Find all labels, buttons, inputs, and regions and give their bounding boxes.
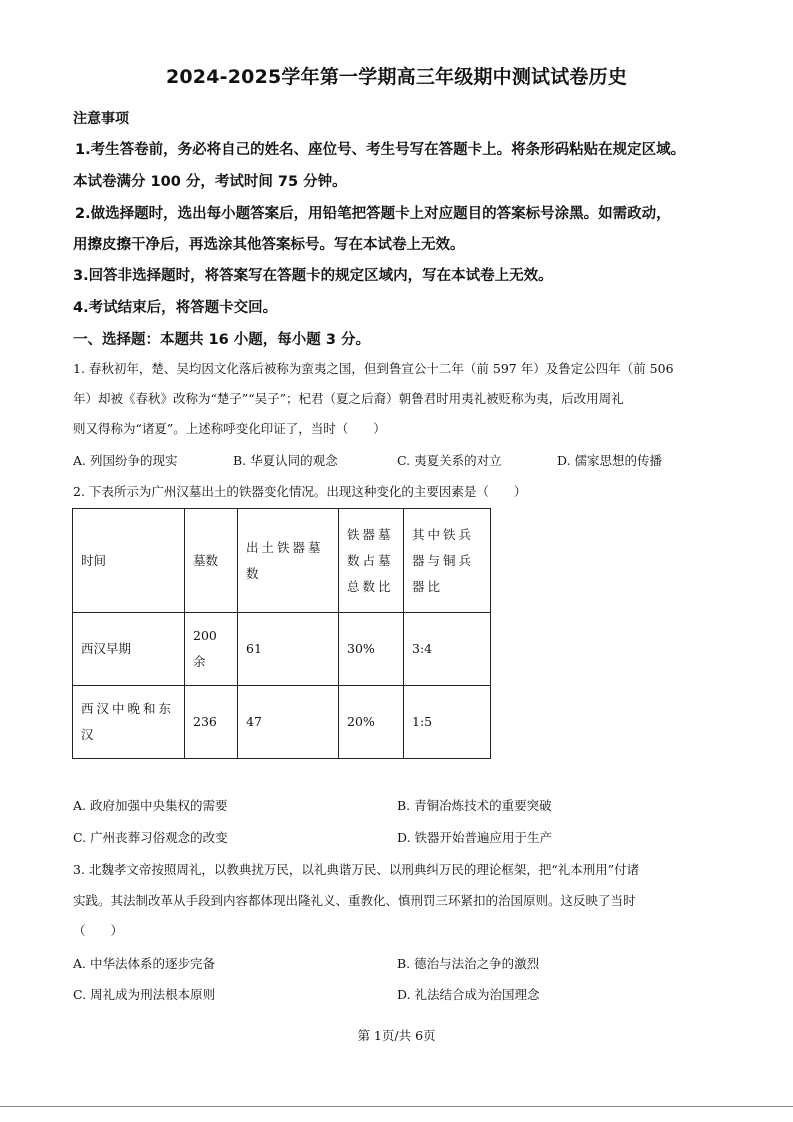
q2-stem: 2. 下表所示为广州汉墓出土的铁器变化情况。出现这种变化的主要因素是（ ） [73, 484, 527, 499]
q3-option-d[interactable]: D. 礼法结合成为治国理念 [397, 987, 540, 1002]
q3-stem-line: 实践。其法制改革从手段到内容都体现出隆礼义、重教化、慎刑罚三环紧扣的治国原则。这反映了当时 [73, 893, 636, 908]
table-header-row [73, 509, 491, 613]
notice-line: 用擦皮擦干净后，再选涂其他答案标号。写在本试卷上无效。 [73, 237, 465, 253]
notice-line: 3.回答非选择题时，将答案写在答题卡的规定区域内，写在本试卷上无效。 [73, 268, 553, 284]
header-cell-weapon-ratio: 其中铁兵 器与铜兵 器比 [404, 509, 491, 613]
q1-stem-line: 1. 春秋初年，楚、吴均因文化落后被称为蛮夷之国，但到鲁宣公十二年（前 597 年）及鲁定公四年（前 506 [73, 361, 674, 376]
q3-stem-line: 3. 北魏孝文帝按照周礼，以教典扰万民，以礼典谐万民、以刑典纠万民的理论框架，把“礼本刑用”付诸 [73, 862, 640, 877]
table-cell: 西汉早期 [73, 613, 185, 686]
bottom-divider [0, 1106, 793, 1107]
iron-ware-table [72, 508, 491, 759]
q1-option-a[interactable]: A. 列国纷争的现实 [73, 453, 178, 468]
table-cell: 20% [339, 686, 404, 759]
q1-option-b[interactable]: B. 华夏认同的观念 [233, 453, 338, 468]
table-cell: 47 [238, 686, 339, 759]
header-cell-iron-ratio: 铁器墓 数占墓 总数比 [339, 509, 404, 613]
table-row [73, 686, 491, 759]
q3-option-c[interactable]: C. 周礼成为刑法根本原则 [73, 987, 216, 1002]
header-cell-time: 时间 [73, 509, 185, 613]
table-cell: 200 余 [185, 613, 238, 686]
table-cell: 1:5 [404, 686, 491, 759]
table-cell: 236 [185, 686, 238, 759]
page-footer: 第 1页/共 6页 [357, 1028, 436, 1043]
header-cell-tomb-count: 墓数 [185, 509, 238, 613]
table-row [73, 613, 491, 686]
q1-option-c[interactable]: C. 夷夏关系的对立 [397, 453, 502, 468]
q1-stem-line: 年）却被《春秋》改称为“楚子”“吴子”；杞君（夏之后裔）朝鲁君时用夷礼被贬称为夷，后改用周礼 [73, 391, 624, 406]
notice-line: 本试卷满分 100 分，考试时间 75 分钟。 [73, 174, 347, 190]
page-title: 2024-2025学年第一学期高三年级期中测试试卷历史 [165, 66, 628, 88]
q1-stem-line: 则又得称为“诸夏”。上述称呼变化印证了，当时（ ） [73, 421, 386, 436]
notice-heading: 注意事项 [73, 111, 129, 127]
q3-option-a[interactable]: A. 中华法体系的逐步完备 [73, 956, 215, 971]
q1-option-d[interactable]: D. 儒家思想的传播 [557, 453, 663, 468]
table-cell: 30% [339, 613, 404, 686]
q3-stem-line: （ ） [73, 923, 124, 938]
table-cell: 西汉中晚和东 汉 [73, 686, 185, 759]
section-title: 一、选择题：本题共 16 小题，每小题 3 分。 [73, 332, 370, 348]
q2-option-a[interactable]: A. 政府加强中央集权的需要 [73, 798, 228, 813]
notice-line: 4.考试结束后，将答题卡交回。 [73, 300, 278, 316]
notice-line: 2.做选择题时，选出每小题答案后，用铅笔把答题卡上对应题目的答案标号涂黑。如需政动， [75, 206, 671, 222]
notice-line: 1.考生答卷前，务必将自己的姓名、座位号、考生号写在答题卡上。将条形码粘贴在规定区域。 [75, 142, 686, 158]
table-cell: 61 [238, 613, 339, 686]
header-cell-iron-tombs: 出土铁器墓 数 [238, 509, 339, 613]
table-cell: 3:4 [404, 613, 491, 686]
q3-option-b[interactable]: B. 德治与法治之争的激烈 [397, 956, 540, 971]
q2-option-c[interactable]: C. 广州丧葬习俗观念的改变 [73, 830, 228, 845]
q2-option-b[interactable]: B. 青铜冶炼技术的重要突破 [397, 798, 552, 813]
q2-option-d[interactable]: D. 铁器开始普遍应用于生产 [397, 830, 553, 845]
